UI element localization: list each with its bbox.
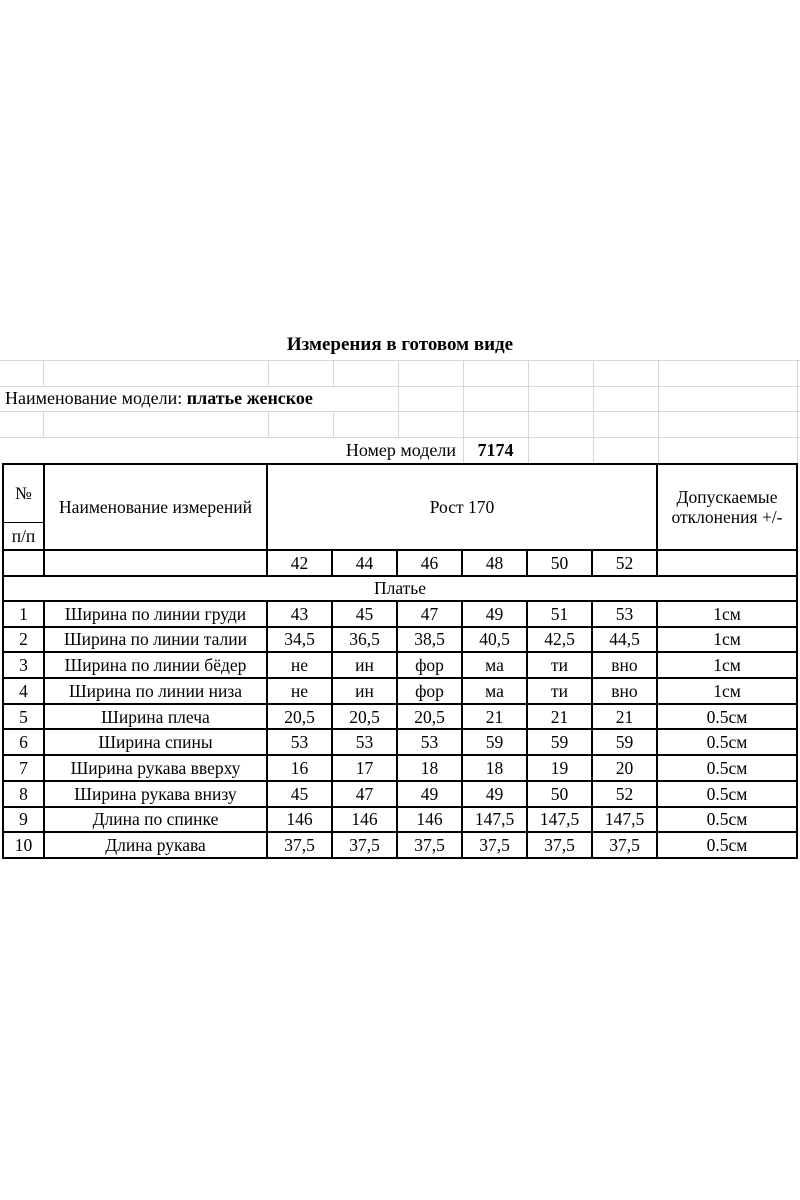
grid-vline bbox=[528, 411, 529, 437]
grid-vline bbox=[333, 360, 334, 386]
tolerance-cell: 1см bbox=[658, 628, 796, 652]
grid-vline bbox=[43, 411, 44, 437]
measurement-name-cell: Длина по спинке bbox=[45, 808, 266, 832]
grid-vline bbox=[797, 411, 798, 437]
grid-vline bbox=[463, 360, 464, 386]
tolerance-cell: 0.5см bbox=[658, 782, 796, 806]
measurements-table bbox=[2, 463, 798, 859]
tolerance-cell: 0.5см bbox=[658, 705, 796, 729]
value-cell: 147,5 bbox=[463, 808, 526, 832]
value-cell: 45 bbox=[268, 782, 331, 806]
grid-vline bbox=[398, 386, 399, 411]
value-cell: 53 bbox=[398, 730, 461, 754]
tolerance-cell: 0.5см bbox=[658, 808, 796, 832]
value-cell: 49 bbox=[398, 782, 461, 806]
model-name-label: Наименование модели: bbox=[5, 388, 183, 408]
size-header-cell: 44 bbox=[333, 551, 396, 575]
value-cell: 37,5 bbox=[333, 833, 396, 857]
grid-vline bbox=[658, 360, 659, 386]
grid-vline bbox=[398, 411, 399, 437]
page-title: Измерения в готовом виде bbox=[286, 334, 514, 355]
value-cell: 53 bbox=[333, 730, 396, 754]
tolerance-cell: 1см bbox=[658, 602, 796, 626]
col-header-tolerance-line2: отклонения +/- bbox=[671, 507, 783, 527]
value-cell: 37,5 bbox=[463, 833, 526, 857]
row-number-cell: 8 bbox=[4, 782, 43, 806]
value-cell: 147,5 bbox=[528, 808, 591, 832]
grid-vline bbox=[528, 437, 529, 463]
value-cell: 37,5 bbox=[268, 833, 331, 857]
grid-hline bbox=[0, 386, 800, 387]
value-cell: 146 bbox=[268, 808, 331, 832]
value-cell: 20,5 bbox=[398, 705, 461, 729]
size-header-cell: 50 bbox=[528, 551, 591, 575]
model-name-value: платье женское bbox=[186, 388, 313, 408]
value-cell: 50 bbox=[528, 782, 591, 806]
value-cell: 42,5 bbox=[528, 628, 591, 652]
grid-vline bbox=[658, 437, 659, 463]
value-cell: 45 bbox=[333, 602, 396, 626]
tolerance-cell: 1см bbox=[658, 653, 796, 677]
measurement-name-cell: Ширина по линии груди bbox=[45, 602, 266, 626]
measurement-name-cell: Ширина по линии низа bbox=[45, 679, 266, 703]
col-header-height: Рост 170 bbox=[268, 465, 656, 549]
model-name-row bbox=[5, 388, 313, 409]
col-header-number-top: № bbox=[15, 483, 32, 504]
value-cell: 146 bbox=[398, 808, 461, 832]
measurement-name-cell: Ширина по линии талии bbox=[45, 628, 266, 652]
value-cell: 146 bbox=[333, 808, 396, 832]
col-header-number bbox=[4, 465, 43, 549]
size-header-cell: 46 bbox=[398, 551, 461, 575]
row-number-cell: 6 bbox=[4, 730, 43, 754]
grid-vline bbox=[528, 386, 529, 411]
value-cell: 18 bbox=[398, 756, 461, 780]
row-number-cell: 10 bbox=[4, 833, 43, 857]
value-cell: 17 bbox=[333, 756, 396, 780]
value-cell: 53 bbox=[593, 602, 656, 626]
value-cell: 20 bbox=[593, 756, 656, 780]
row-number-cell: 5 bbox=[4, 705, 43, 729]
measurement-name-cell: Ширина спины bbox=[45, 730, 266, 754]
value-cell: 47 bbox=[398, 602, 461, 626]
grid-vline bbox=[333, 411, 334, 437]
value-cell: ин bbox=[333, 679, 396, 703]
value-cell: ин bbox=[333, 653, 396, 677]
grid-vline bbox=[797, 360, 798, 386]
value-cell: 49 bbox=[463, 602, 526, 626]
grid-vline bbox=[268, 411, 269, 437]
value-cell: 38,5 bbox=[398, 628, 461, 652]
row-number-cell: 7 bbox=[4, 756, 43, 780]
empty-cell bbox=[4, 551, 43, 575]
value-cell: 37,5 bbox=[593, 833, 656, 857]
value-cell: вно bbox=[593, 653, 656, 677]
measurement-name-cell: Ширина плеча bbox=[45, 705, 266, 729]
value-cell: 59 bbox=[593, 730, 656, 754]
tolerance-cell: 1см bbox=[658, 679, 796, 703]
value-cell: 19 bbox=[528, 756, 591, 780]
value-cell: 53 bbox=[268, 730, 331, 754]
value-cell: ти bbox=[528, 679, 591, 703]
value-cell: 37,5 bbox=[528, 833, 591, 857]
size-header-cell: 42 bbox=[268, 551, 331, 575]
value-cell: 40,5 bbox=[463, 628, 526, 652]
tolerance-cell: 0.5см bbox=[658, 730, 796, 754]
grid-hline bbox=[0, 437, 800, 438]
value-cell: 49 bbox=[463, 782, 526, 806]
col-header-tolerance bbox=[658, 465, 796, 549]
value-cell: 34,5 bbox=[268, 628, 331, 652]
grid-vline bbox=[268, 360, 269, 386]
value-cell: 21 bbox=[528, 705, 591, 729]
size-header-cell: 52 bbox=[593, 551, 656, 575]
grid-vline bbox=[593, 386, 594, 411]
value-cell: 16 bbox=[268, 756, 331, 780]
grid-vline bbox=[43, 360, 44, 386]
row-number-cell: 1 bbox=[4, 602, 43, 626]
value-cell: 43 bbox=[268, 602, 331, 626]
grid-hline bbox=[0, 411, 800, 412]
value-cell: 44,5 bbox=[593, 628, 656, 652]
col-header-number-bottom: п/п bbox=[4, 522, 43, 549]
value-cell: 37,5 bbox=[398, 833, 461, 857]
measurement-name-cell: Ширина по линии бёдер bbox=[45, 653, 266, 677]
measurement-name-cell: Длина рукава bbox=[45, 833, 266, 857]
grid-hline bbox=[0, 360, 800, 361]
row-number-cell: 2 bbox=[4, 628, 43, 652]
value-cell: ма bbox=[463, 679, 526, 703]
tolerance-cell: 0.5см bbox=[658, 833, 796, 857]
value-cell: ма bbox=[463, 653, 526, 677]
col-header-name: Наименование измерений bbox=[45, 465, 266, 549]
row-number-cell: 3 bbox=[4, 653, 43, 677]
row-number-cell: 4 bbox=[4, 679, 43, 703]
value-cell: не bbox=[268, 653, 331, 677]
value-cell: не bbox=[268, 679, 331, 703]
grid-vline bbox=[463, 386, 464, 411]
grid-vline bbox=[797, 386, 798, 411]
grid-vline bbox=[463, 411, 464, 437]
measurement-name-cell: Ширина рукава вверху bbox=[45, 756, 266, 780]
value-cell: 18 bbox=[463, 756, 526, 780]
value-cell: 20,5 bbox=[333, 705, 396, 729]
value-cell: 52 bbox=[593, 782, 656, 806]
section-row-label: Платье bbox=[4, 577, 796, 600]
grid-vline bbox=[593, 360, 594, 386]
empty-cell bbox=[658, 551, 796, 575]
grid-vline bbox=[528, 360, 529, 386]
value-cell: фор bbox=[398, 653, 461, 677]
model-number-label: Номер модели bbox=[345, 440, 456, 460]
value-cell: 21 bbox=[463, 705, 526, 729]
value-cell: 20,5 bbox=[268, 705, 331, 729]
model-number-value: 7174 bbox=[477, 440, 514, 460]
value-cell: 36,5 bbox=[333, 628, 396, 652]
row-number-cell: 9 bbox=[4, 808, 43, 832]
grid-vline bbox=[797, 437, 798, 463]
grid-vline bbox=[593, 411, 594, 437]
size-header-cell: 48 bbox=[463, 551, 526, 575]
grid-vline bbox=[658, 411, 659, 437]
grid-vline bbox=[658, 386, 659, 411]
value-cell: 59 bbox=[463, 730, 526, 754]
col-header-tolerance-line1: Допускаемые bbox=[676, 486, 778, 507]
value-cell: 47 bbox=[333, 782, 396, 806]
value-cell: 21 bbox=[593, 705, 656, 729]
value-cell: ти bbox=[528, 653, 591, 677]
value-cell: 51 bbox=[528, 602, 591, 626]
measurement-name-cell: Ширина рукава внизу bbox=[45, 782, 266, 806]
empty-cell bbox=[45, 551, 266, 575]
value-cell: фор bbox=[398, 679, 461, 703]
tolerance-cell: 0.5см bbox=[658, 756, 796, 780]
grid-vline bbox=[593, 437, 594, 463]
grid-vline bbox=[398, 360, 399, 386]
value-cell: 59 bbox=[528, 730, 591, 754]
value-cell: вно bbox=[593, 679, 656, 703]
value-cell: 147,5 bbox=[593, 808, 656, 832]
